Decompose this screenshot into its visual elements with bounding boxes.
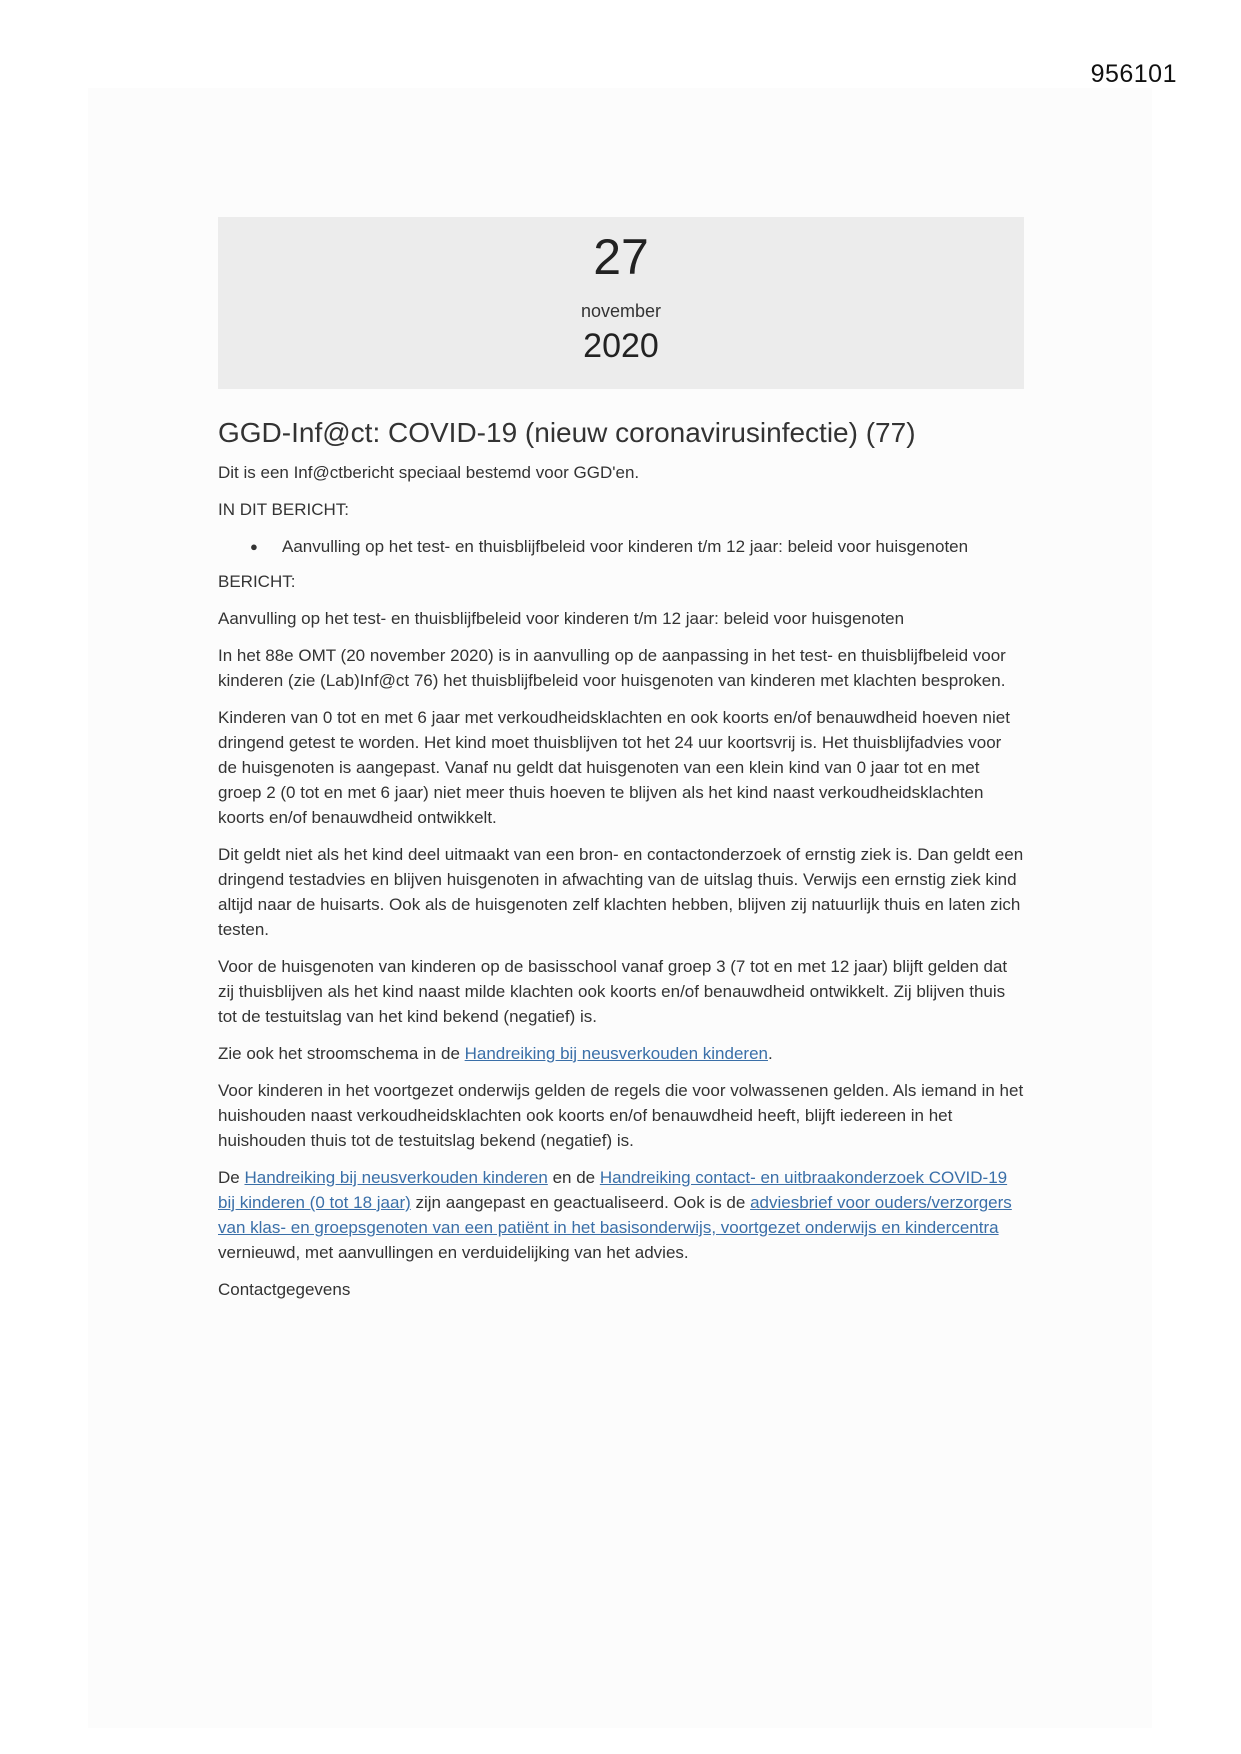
paragraph-text: De <box>218 1168 245 1187</box>
paragraph-flowchart <box>218 1041 1024 1066</box>
paragraph-updated-guidance <box>218 1165 1024 1265</box>
paragraph-young-children: Kinderen van 0 tot en met 6 jaar met verkoudheidsklachten en ook koorts en/of benauwdheid hoeven niet dringend getest te worden. Het kind moet thuisblijven tot het 24 uur koortsvrij is. Het thuisblijfadvies voor de huisgenoten is aangepast. Vanaf nu geldt dat huisgenoten van een klein kind van 0 jaar tot en met groep 2 (0 tot en met 6 jaar) niet meer thuis hoeven te blijven als het kind naast verkoudheidsklachten koorts en/of benauwdheid ontwikkelt. <box>218 708 1010 827</box>
date-day: 27 <box>593 229 649 285</box>
paragraph-text: . <box>768 1044 773 1063</box>
paragraph-text: en de <box>547 1168 600 1187</box>
bulletin-content <box>218 217 1024 1314</box>
paragraph-text: zijn aangepast en geactualiseerd. Ook is de <box>410 1193 751 1212</box>
paragraph-text: Zie ook het stroomschema in de <box>218 1044 465 1063</box>
link-handreiking-neusverkouden[interactable]: Handreiking bij neusverkouden kinderen <box>464 1044 768 1063</box>
page-title: GGD-Inf@ct: COVID-19 (nieuw coronavirusinfectie) (77) <box>218 417 916 448</box>
date-month: november <box>580 301 662 321</box>
intro-text: Dit is een Inf@ctbericht speciaal bestemd voor GGD'en. <box>218 463 640 482</box>
topic-item: ● Aanvulling op het test- en thuisblijfbeleid voor kinderen t/m 12 jaar: beleid voor huisgenoten <box>282 534 1024 559</box>
document-id: 956101 <box>1090 60 1177 88</box>
date-header <box>218 217 1024 389</box>
link-adviesbrief[interactable]: adviesbrief voor ouders/verzorgers van klas- en groepsgenoten van een patiënt in het basisonderwijs, voortgezet onderwijs en kindercentra <box>218 1193 1012 1237</box>
in-dit-bericht-heading: IN DIT BERICHT: <box>218 500 349 519</box>
paragraph-text: vernieuwd, met aanvullingen en verduidelijking van het advies. <box>218 1243 689 1262</box>
paragraph-primary-school: Voor de huisgenoten van kinderen op de basisschool vanaf groep 3 (7 tot en met 12 jaar) blijft gelden dat zij thuisblijven als het kind naast milde klachten ook koorts en/of benauwdheid ontwikkelt. Zij blijven thuis tot de testuitslag van het kind bekend (negatief) is. <box>218 957 1008 1026</box>
topic-list <box>218 534 1024 559</box>
link-handreiking-contactonderzoek[interactable]: Handreiking contact- en uitbraakonderzoek COVID-19 bij kinderen (0 tot 18 jaar) <box>218 1168 1008 1212</box>
date-year: 2020 <box>583 327 659 365</box>
paragraph-exceptions: Dit geldt niet als het kind deel uitmaakt van een bron- en contactonderzoek of ernstig ziek is. Dan geldt een dringend testadvies en blijven huisgenoten in afwachting van de uitslag thuis. Verwijs een ernstig ziek kind altijd naar de huisarts. Ook als de huisgenoten zelf klachten hebben, blijven zij natuurlijk thuis en laten zich testen. <box>218 845 1024 939</box>
message-subject: Aanvulling op het test- en thuisblijfbeleid voor kinderen t/m 12 jaar: beleid voor huisgenoten <box>218 609 905 628</box>
paragraph-secondary-school: Voor kinderen in het voortgezet onderwijs gelden de regels die voor volwassenen gelden. Als iemand in het huishouden naast verkoudheidsklachten ook koorts en/of benauwdheid heeft, blijft iedereen in het huishouden thuis tot de testuitslag bekend (negatief) is. <box>218 1081 1024 1150</box>
contact-heading: Contactgegevens <box>218 1280 351 1299</box>
paragraph-omt: In het 88e OMT (20 november 2020) is in aanvulling op de aanpassing in het test- en thuisblijfbeleid voor kinderen (zie (Lab)Inf@ct 76) het thuisblijfbeleid voor huisgenoten van kinderen met klachten besproken. <box>218 646 1006 690</box>
bericht-heading: BERICHT: <box>218 572 296 591</box>
link-handreiking-neusverkouden-2[interactable]: Handreiking bij neusverkouden kinderen <box>244 1168 548 1187</box>
